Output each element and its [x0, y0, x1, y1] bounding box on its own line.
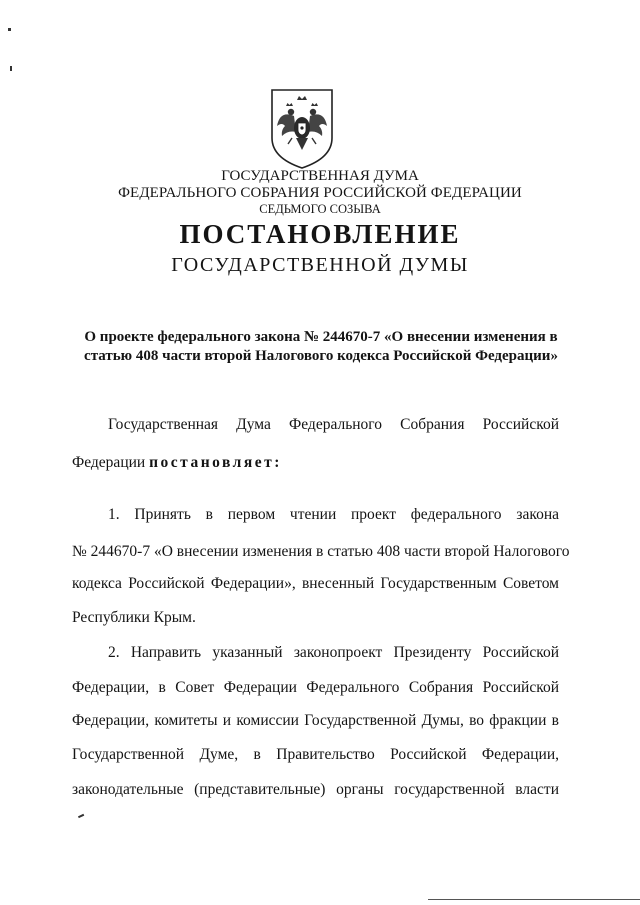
paragraph-1-line-4: Республики Крым.: [72, 609, 196, 626]
scan-speck: [78, 814, 84, 818]
subject-line-2: статью 408 части второй Налогового кодекса Российской Федерации»: [84, 348, 558, 364]
document-subject: [78, 328, 564, 366]
paragraph-2-line-1: 2. Направить указанный законопроект Президенту Российской: [108, 644, 559, 661]
paragraph-1-line-3: кодекса Российской Федерации», внесенный Государственным Советом: [72, 575, 559, 592]
coat-of-arms-icon: [266, 86, 338, 170]
header-line-3: СЕДЬМОГО СОЗЫВА: [259, 202, 381, 216]
paragraph-2-line-3: Федерации, комитеты и комиссии Государственной Думы, во фракции в: [72, 712, 559, 729]
paragraph-2-line-4: Государственной Думе, в Правительство Российской Федерации,: [72, 746, 559, 763]
document-subtitle: ГОСУДАРСТВЕННОЙ ДУМЫ: [171, 254, 469, 276]
preamble-line-1: Государственная Дума Федерального Собрания Российской: [108, 416, 559, 433]
decree-word: постановляет:: [149, 454, 282, 471]
paragraph-2-line-2: Федерации, в Совет Федерации Федерального Собрания Российской: [72, 679, 559, 696]
header-line-2: ФЕДЕРАЛЬНОГО СОБРАНИЯ РОССИЙСКОЙ ФЕДЕРАЦИИ: [118, 185, 522, 201]
scan-speck: [8, 28, 11, 31]
paragraph-1-line-2: № 244670-7 «О внесении изменения в статью 408 части второй Налогового: [72, 543, 570, 560]
document-title: ПОСТАНОВЛЕНИЕ: [179, 219, 461, 249]
subject-line-1: О проекте федерального закона № 244670-7 «О внесении изменения в: [84, 329, 558, 345]
scan-edge-line: [428, 899, 640, 900]
preamble-line-2: [72, 454, 559, 472]
paragraph-1-line-1: 1. Принять в первом чтении проект федерального закона: [108, 506, 559, 523]
paragraph-2-line-5: законодательные (представительные) органы государственной власти: [72, 781, 559, 798]
scan-speck: [10, 66, 12, 71]
preamble-word: Федерации: [72, 454, 146, 471]
header-line-1: ГОСУДАРСТВЕННАЯ ДУМА: [221, 168, 419, 184]
